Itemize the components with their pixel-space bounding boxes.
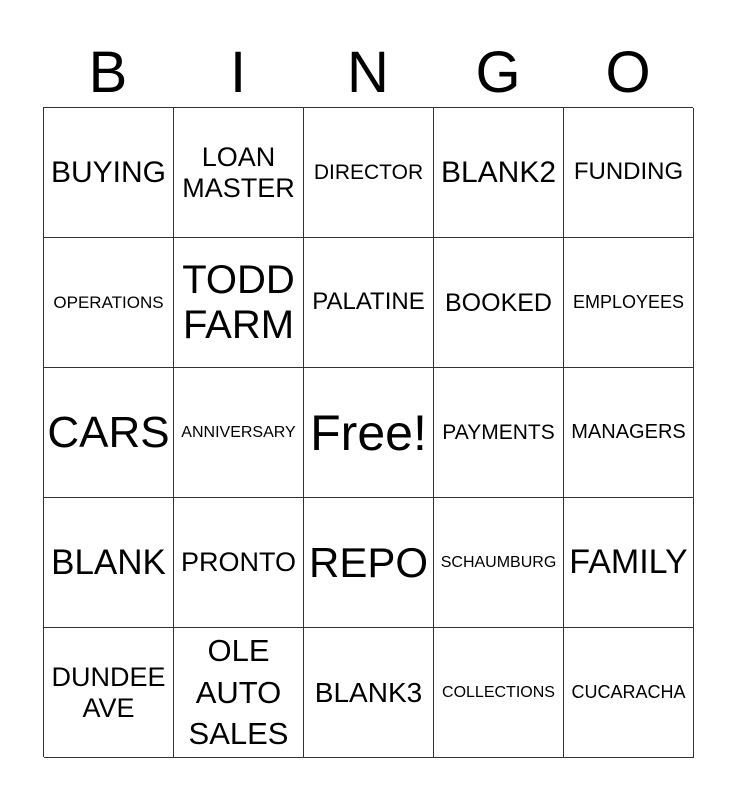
header-letter-i: I: [229, 40, 247, 105]
bingo-cell: FUNDING: [564, 108, 694, 238]
free-space-cell: Free!: [304, 368, 434, 498]
header-letter-g: G: [475, 40, 521, 105]
bingo-cell: BLANK: [44, 498, 174, 628]
header-letter-o: O: [605, 40, 651, 105]
bingo-cell: COLLECTIONS: [434, 628, 564, 758]
bingo-cell: REPO: [304, 498, 434, 628]
bingo-cell: TODD FARM: [174, 238, 304, 368]
bingo-cell: FAMILY: [564, 498, 694, 628]
bingo-cell: PAYMENTS: [434, 368, 564, 498]
bingo-cell: PALATINE: [304, 238, 434, 368]
bingo-cell: ANNIVERSARY: [174, 368, 304, 498]
bingo-cell: OLE AUTO SALES: [174, 628, 304, 758]
bingo-cell: OPERATIONS: [44, 238, 174, 368]
header-letter-n: N: [347, 40, 389, 105]
bingo-cell: CARS: [44, 368, 174, 498]
header-letter-b: B: [88, 40, 128, 105]
bingo-cell: MANAGERS: [564, 368, 694, 498]
bingo-cell: EMPLOYEES: [564, 238, 694, 368]
bingo-cell: BOOKED: [434, 238, 564, 368]
bingo-cell: BLANK2: [434, 108, 564, 238]
bingo-cell: DUNDEE AVE: [44, 628, 174, 758]
bingo-header: [43, 40, 693, 106]
bingo-cell: SCHAUMBURG: [434, 498, 564, 628]
bingo-cell: DIRECTOR: [304, 108, 434, 238]
bingo-cell: BLANK3: [304, 628, 434, 758]
bingo-cell: BUYING: [44, 108, 174, 238]
bingo-grid: [43, 107, 693, 757]
bingo-cell: PRONTO: [174, 498, 304, 628]
bingo-cell: LOAN MASTER: [174, 108, 304, 238]
bingo-cell: CUCARACHA: [564, 628, 694, 758]
